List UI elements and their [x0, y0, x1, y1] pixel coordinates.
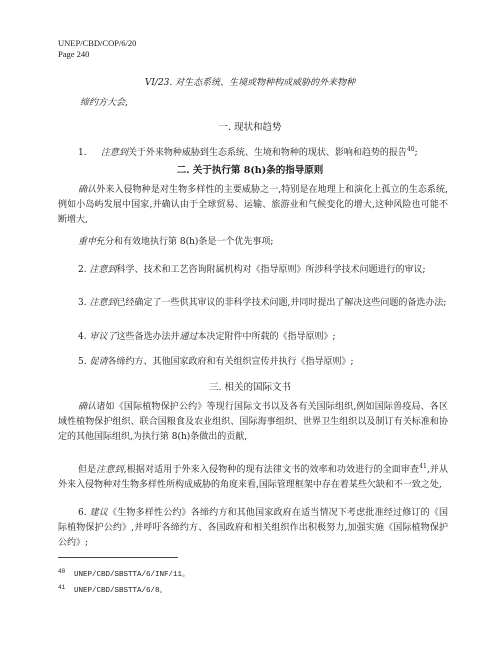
paragraph-text: 这些备选办法并 [116, 332, 180, 342]
section-heading-3: 三. 相关的国际文书 [208, 382, 292, 393]
footnote-41 [58, 584, 167, 595]
page-number: Page 240 [58, 49, 90, 59]
footnote-ref: 40 [406, 146, 415, 153]
paragraph-1 [78, 142, 448, 161]
paragraph-5 [58, 355, 448, 370]
paragraph-lead: 注意到 [100, 148, 128, 158]
footnote-separator [58, 557, 178, 558]
recital-pre: 但是 [78, 465, 97, 475]
recital-lead: 重申 [78, 237, 97, 247]
paragraph-end: ; [414, 148, 418, 158]
paragraph-number: 5. [78, 357, 87, 367]
paragraph-text: 关于外来物种威胁到生态系统、生境和物种的现状、影响和趋势的报告 [127, 148, 407, 158]
paragraph-text: 已经确定了一些供其审议的非科学技术问题,并同时提出了解决这些问题的备选办法; [116, 298, 447, 308]
paragraph-number: 4. [78, 332, 87, 342]
recital-lead: 确认 [78, 185, 97, 195]
recital-lead: 注意到 [96, 465, 124, 475]
paragraph-number: 6. [78, 508, 87, 518]
paragraph-text: 科学、技术和工艺咨询附属机构对《指导原则》所涉科学技术问题进行的审议; [116, 265, 426, 275]
section-heading-2: 二. 关于执行第 8(h)条的指导原则 [176, 165, 324, 176]
footnote-40 [58, 568, 190, 579]
footnote-text: UNEP/CBD/SBSTTA/6/8。 [74, 587, 168, 595]
paragraph-2 [58, 263, 448, 278]
footnote-ref: 41 [419, 463, 427, 470]
paragraph-text: 各缔约方、其他国家政府和有关组织宣传并执行《指导原则》; [107, 357, 354, 367]
footnote-number: 40 [58, 568, 66, 575]
paragraph-3 [58, 296, 448, 311]
paragraph-4 [58, 330, 448, 345]
recital-text: 充分和有效地执行第 8(h)条是一个优先事项; [96, 237, 274, 247]
paragraph-lead: 注意到 [89, 298, 117, 308]
recital-text: ,根据对适用于外来入侵物种的现有法律文书的效率和功效进行的全面审查 [123, 465, 420, 475]
recital-text: 诸如《国际植物保护公约》等现行国际文书以及各有关国际组织,例如国际兽疫局、各区域性植物保护组织、联合国粮食及农业组织、国际海事组织、世界卫生组织以及制订有关标准和协定的其他国际组织,为执行第 8(h)条做出的贡献, [58, 402, 448, 442]
recital-1 [58, 183, 448, 228]
paragraph-text-2: 本决定附件中所载的《指导原则》; [197, 332, 336, 342]
recital-2 [58, 235, 448, 250]
paragraph-lead: 建议 [89, 508, 109, 518]
section-heading-1: 一. 现状和趋势 [218, 122, 282, 133]
paragraph-lead: 促请 [89, 357, 108, 367]
footnote-number: 41 [58, 584, 66, 591]
intro-text: 缔约方大会, [80, 98, 128, 108]
recital-4 [58, 459, 448, 493]
paragraph-text: 《生物多样性公约》各缔约方和其他国家政府在适当情况下考虑批准经过修订的《国际植物保护公约》,并呼吁各缔约方、各国政府和相关组织作出积极努力,加强实施《国际植物保护公约》; [58, 508, 448, 548]
paragraph-lead: 注意到 [89, 265, 117, 275]
paragraph-number: 1. [78, 148, 87, 158]
recital-text: 外来入侵物种是对生物多样性的主要威胁之一,特别是在地理上和演化上孤立的生态系统,例如小岛屿发展中国家,并确认由于全球贸易、运输、旅游业和气候变化的增大,这种风险也可能不断增大, [58, 185, 448, 225]
decision-title: VI/23. 对生态系统、生境或物种构成威胁的外来物种 [144, 78, 356, 88]
paragraph-lead-2: 通过 [179, 332, 198, 342]
document-symbol: UNEP/CBD/COP/6/20 [58, 38, 137, 48]
recital-text-2: ,并从外来入侵物种对生物多样性所构成威胁的角度来看,国际管理框架中存在着某些欠缺和不一致之处, [58, 465, 448, 490]
paragraph-lead: 审议了 [89, 332, 117, 342]
footnote-text: UNEP/CBD/SBSTTA/6/INF/11。 [74, 571, 190, 579]
recital-3 [58, 400, 448, 445]
paragraph-number: 3. [78, 298, 87, 308]
paragraph-6 [58, 506, 448, 551]
page-header [58, 38, 136, 60]
paragraph-number: 2. [78, 265, 87, 275]
recital-lead: 确认 [78, 402, 97, 412]
